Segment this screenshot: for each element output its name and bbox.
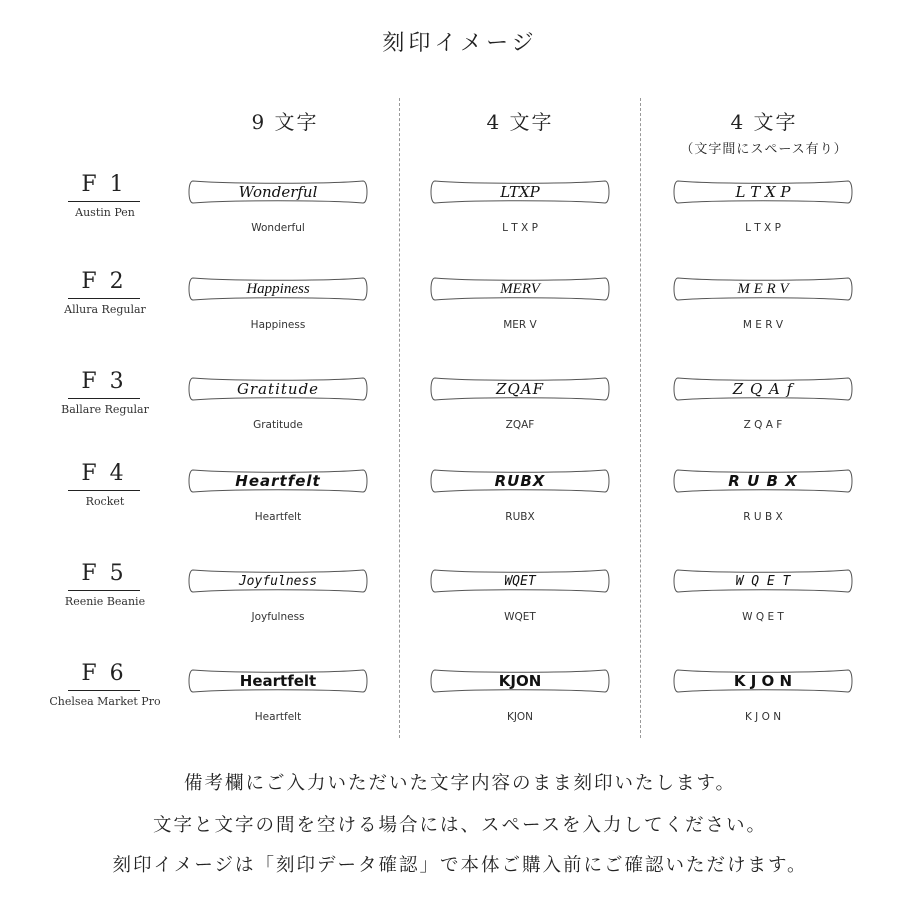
engraving-plate: [429, 375, 611, 403]
engraving-text: Z Q A f: [732, 380, 794, 398]
font-name-label: Ballare Regular: [61, 403, 149, 416]
engraving-plate: [672, 667, 854, 695]
font-code-label: F 3: [81, 369, 127, 394]
font-code-underline: [68, 201, 140, 202]
engraving-plate: [187, 567, 369, 595]
engraving-caption: ZQAF: [505, 419, 535, 431]
font-name-label: Reenie Beanie: [64, 595, 146, 608]
engraving-text: Joyfulness: [238, 573, 318, 589]
footer-note-3: 刻印イメージは「刻印データ確認」で本体ご購入前にご確認いただけます。: [112, 855, 808, 876]
font-code-underline: [68, 490, 140, 491]
engraving-text: R U B X: [728, 472, 798, 490]
column-heading-9-chars: 9 文字: [251, 110, 319, 134]
font-code-underline: [68, 590, 140, 591]
font-code-label: F 2: [81, 269, 127, 294]
engraving-caption: RUBX: [505, 511, 535, 523]
engraving-plate: [187, 375, 369, 403]
engraving-text: Heartfelt: [239, 672, 317, 690]
engraving-text: M E R V: [737, 280, 789, 297]
column-heading-4-chars-spaced: 4 文字: [730, 110, 798, 134]
font-code-underline: [68, 298, 140, 299]
font-code-label: F 1: [81, 172, 127, 197]
engraving-plate: [672, 467, 854, 495]
column-subheading-spaced: （文字間にスペース有り）: [680, 142, 848, 157]
engraving-plate: [672, 178, 854, 206]
font-code-underline: [68, 398, 140, 399]
footer-note-1: 備考欄にご入力いただいた文字内容のまま刻印いたします。: [183, 773, 737, 794]
engraving-text: L T X P: [735, 183, 791, 201]
engraving-text: RUBX: [494, 472, 546, 490]
engraving-plate: [429, 567, 611, 595]
engraving-text: Heartfelt: [235, 472, 321, 490]
engraving-caption: K J O N: [744, 711, 782, 723]
engraving-caption: R U B X: [743, 511, 783, 523]
engraving-text: MERV: [500, 280, 540, 297]
engraving-plate: [187, 275, 369, 303]
engraving-caption: Joyfulness: [251, 611, 305, 623]
engraving-text: LTXP: [500, 183, 540, 201]
engraving-text: ZQAF: [496, 380, 544, 398]
font-code-label: F 6: [81, 661, 127, 686]
engraving-caption: M E R V: [742, 319, 784, 331]
font-code-label: F 5: [81, 561, 127, 586]
font-name-label: Allura Regular: [64, 303, 146, 316]
engraving-caption: Happiness: [250, 319, 306, 331]
column-heading-4-chars: 4 文字: [486, 110, 554, 134]
font-name-label: Austin Pen: [75, 206, 135, 219]
font-code-underline: [68, 690, 140, 691]
engraving-plate: [429, 667, 611, 695]
font-name-label: Rocket: [85, 495, 125, 508]
engraving-caption: Z Q A F: [743, 419, 783, 431]
engraving-caption: Heartfelt: [254, 711, 302, 723]
engraving-plate: [672, 275, 854, 303]
engraving-caption: WQET: [504, 611, 536, 623]
column-divider: [399, 98, 400, 738]
engraving-plate: [429, 275, 611, 303]
font-name-label: Chelsea Market Pro: [49, 695, 161, 708]
engraving-text: Gratitude: [236, 380, 320, 398]
engraving-plate: [672, 567, 854, 595]
engraving-text: WQET: [504, 573, 536, 589]
font-code-label: F 4: [81, 461, 127, 486]
engraving-caption: MER V: [503, 319, 537, 331]
engraving-caption: L T X P: [502, 222, 538, 234]
engraving-caption: Heartfelt: [254, 511, 302, 523]
engraving-text: W Q E T: [735, 573, 791, 589]
engraving-caption: W Q E T: [742, 611, 784, 623]
engraving-plate: [187, 467, 369, 495]
engraving-plate: [429, 467, 611, 495]
engraving-caption: KJON: [506, 711, 534, 723]
engraving-text: KJON: [498, 672, 542, 690]
engraving-text: K J O N: [733, 672, 793, 690]
column-divider: [640, 98, 641, 738]
page-title: 刻印イメージ: [382, 31, 538, 56]
engraving-caption: Wonderful: [251, 222, 305, 234]
engraving-plate: [672, 375, 854, 403]
engraving-plate: [429, 178, 611, 206]
engraving-plate: [187, 667, 369, 695]
footer-note-2: 文字と文字の間を空ける場合には、スペースを入力してください。: [152, 815, 768, 836]
engraving-caption: Gratitude: [253, 419, 303, 431]
engraving-text: Wonderful: [238, 183, 318, 201]
engraving-caption: L T X P: [745, 222, 781, 234]
engraving-text: Happiness: [246, 280, 310, 297]
engraving-plate: [187, 178, 369, 206]
